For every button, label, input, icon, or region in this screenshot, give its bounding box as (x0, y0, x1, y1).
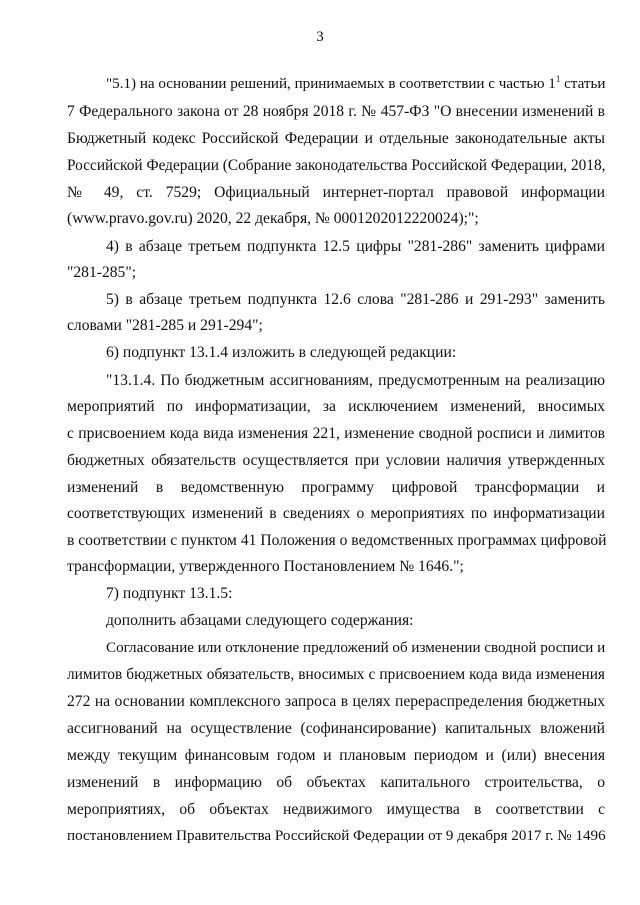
page-number: 3 (316, 29, 324, 45)
line-24: 272 на основании комплексного запроса в целях перераспределения бюджетных (67, 693, 605, 710)
line-1-post: статьи (560, 76, 606, 92)
line-1-pre: "5.1) на основании решений, принимаемых в соответствии с частью 1 (106, 76, 556, 92)
line-16: изменений в ведомственную программу цифровой трансформации и (67, 479, 605, 496)
line-1 (106, 74, 605, 94)
line-2: 7 Федерального закона от 28 ноября 2018 г. № 457-ФЗ "О внесении изменений в (67, 103, 605, 120)
line-22: Согласование или отклонение предложений об изменении сводной росписи и (106, 640, 606, 656)
line-5: № 49, ст. 7529; Официальный интернет-портал правовой информации (67, 184, 605, 201)
line-8: "281-285"; (67, 264, 137, 281)
line-25: ассигнований на осуществление (софинансирование) капитальных вложений (67, 720, 605, 737)
line-17: соответствующих изменений в сведениях о мероприятиях по информатизации (67, 505, 605, 522)
line-15: бюджетных обязательств осуществляется при условии наличия утвержденных (67, 452, 605, 469)
line-21: дополнить абзацами следующего содержания: (106, 612, 414, 629)
line-6: (www.pravo.gov.ru) 2020, 22 декабря, № 0001202012220024);"; (67, 210, 479, 227)
line-28: мероприятиях, об объектах недвижимого имущества в соответствии с (67, 801, 605, 818)
line-23: лимитов бюджетных обязательств, вносимых с присвоением кода вида изменения (67, 666, 605, 683)
line-29: постановлением Правительства Российской Федерации от 9 декабря 2017 г. № 1496 (67, 828, 606, 844)
line-11: 6) подпункт 13.1.4 изложить в следующей редакции: (106, 344, 457, 361)
line-4: Российской Федерации (Собрание законодательства Российской Федерации, 2018, (67, 157, 606, 174)
line-10: словами "281-285 и 291-294"; (67, 317, 263, 334)
line-20: 7) подпункт 13.1.5: (106, 585, 233, 602)
line-9: 5) в абзаце третьем подпункта 12.6 слова "281-286 и 291-293" заменить (106, 291, 605, 308)
line-18: в соответствии с пунктом 41 Положения о ведомственных программах цифровой (67, 532, 607, 549)
superscript-1: 1 (555, 74, 561, 84)
line-7: 4) в абзаце третьем подпункта 12.5 цифры "281-286" заменить цифрами (106, 238, 605, 255)
line-13: мероприятий по информатизации, за исключением изменений, вносимых (67, 398, 605, 415)
line-19: трансформации, утвержденного Постановлением № 1646."; (67, 558, 464, 575)
line-14: с присвоением кода вида изменения 221, изменение сводной росписи и лимитов (67, 425, 605, 442)
line-26: между текущим финансовым годом и плановым периодом и (или) внесения (67, 747, 605, 764)
line-12: "13.1.4. По бюджетным ассигнованиям, предусмотренным на реализацию (106, 372, 605, 389)
line-27: изменений в информацию об объектах капитального строительства, о (67, 774, 605, 791)
line-3: Бюджетный кодекс Российской Федерации и отдельные законодательные акты (67, 130, 605, 147)
